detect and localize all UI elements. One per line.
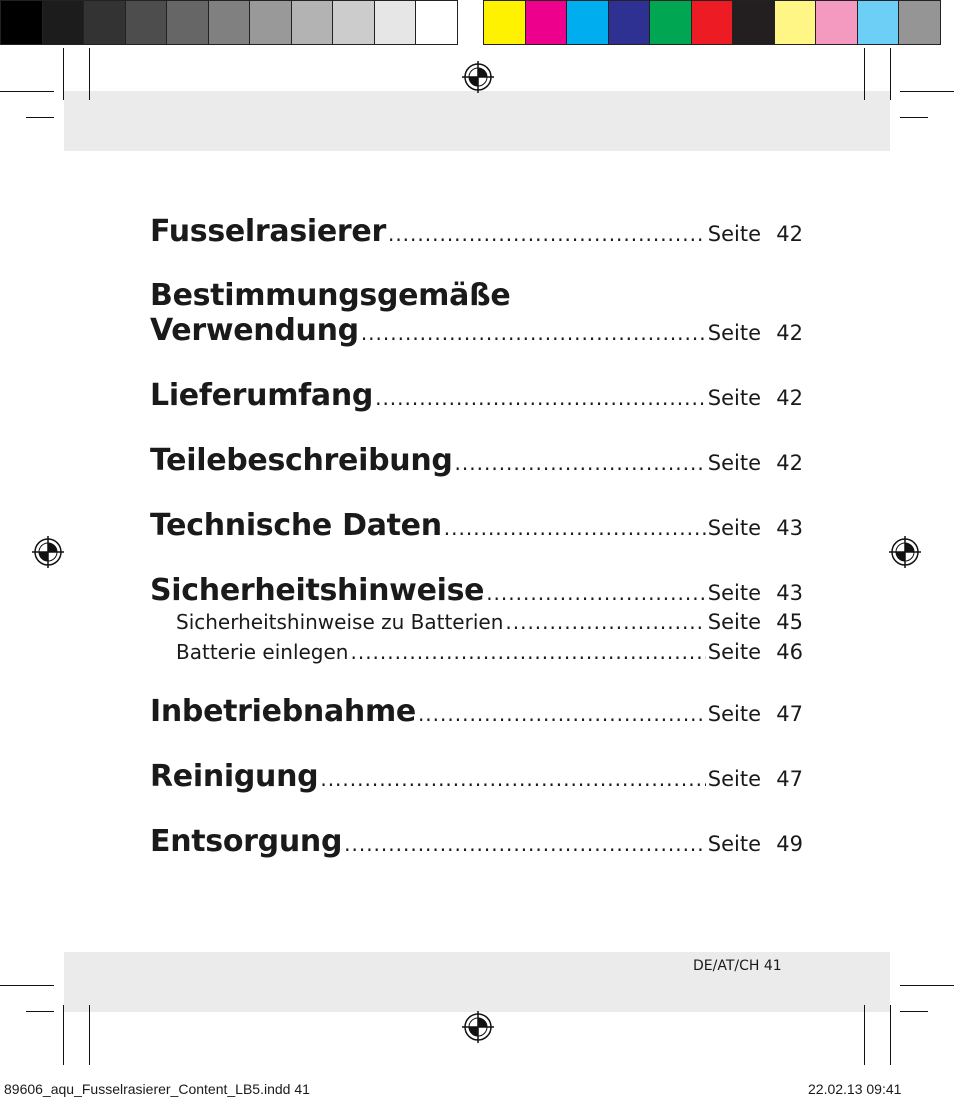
- toc-entry-sicherheitshinweise[interactable]: [150, 573, 803, 664]
- color-swatch: [208, 0, 251, 45]
- leader-dots: [455, 451, 706, 475]
- toc-entry-reinigung[interactable]: [150, 759, 803, 794]
- color-swatch: [525, 0, 568, 45]
- color-swatch: [649, 0, 692, 45]
- toc-entry-inbetriebnahme[interactable]: [150, 694, 803, 729]
- toc-entry-title: Inbetriebnahme: [150, 694, 416, 729]
- color-swatch: [483, 0, 526, 45]
- crop-mark: [0, 985, 54, 986]
- page-number: 49: [776, 832, 803, 856]
- seite-label: Seite: [707, 767, 761, 791]
- toc-entry-title-line1: Bestimmungsgemäße: [150, 278, 511, 313]
- seite-label: Seite: [707, 832, 761, 856]
- crop-mark: [0, 91, 54, 92]
- seite-label: Seite: [707, 321, 761, 345]
- color-swatch: [898, 0, 941, 45]
- color-swatch: [608, 0, 651, 45]
- leader-dots: [444, 516, 706, 540]
- leader-dots: [361, 321, 706, 345]
- crop-mark: [900, 985, 954, 986]
- registration-mark-icon: [462, 1011, 494, 1043]
- toc-subentry-title: Batterie einlegen: [176, 640, 349, 664]
- crop-mark: [890, 48, 891, 100]
- seite-label: Seite: [707, 610, 761, 634]
- crop-mark: [900, 91, 954, 92]
- registration-mark-icon: [32, 536, 64, 568]
- leader-dots: [344, 832, 706, 856]
- seite-label: Seite: [707, 222, 761, 246]
- crop-mark: [890, 1005, 891, 1065]
- crop-mark: [900, 117, 928, 118]
- toc-subentry-batterie-einlegen[interactable]: [150, 640, 803, 664]
- page-number: 42: [776, 386, 803, 410]
- toc-entry-title: Fusselrasierer: [150, 214, 386, 249]
- color-swatch: [815, 0, 858, 45]
- page-number: 45: [776, 610, 803, 634]
- toc-entry-title: Entsorgung: [150, 824, 343, 859]
- leader-dots: [320, 767, 705, 791]
- toc-entry-title: Technische Daten: [150, 508, 442, 543]
- toc-entry-fusselrasierer[interactable]: [150, 214, 803, 249]
- crop-mark: [900, 1011, 928, 1012]
- page-number: 42: [776, 222, 803, 246]
- toc-entry-technische-daten[interactable]: [150, 508, 803, 543]
- leader-dots: [350, 640, 705, 664]
- leader-dots: [418, 702, 706, 726]
- toc-entry-title: Lieferumfang: [150, 378, 374, 413]
- leader-dots: [486, 581, 706, 605]
- process-color-bar: [483, 0, 940, 47]
- color-swatch: [732, 0, 775, 45]
- crop-mark: [89, 1005, 90, 1065]
- crop-mark: [26, 117, 54, 118]
- color-swatch: [125, 0, 168, 45]
- page-number: 46: [776, 640, 803, 664]
- page-number: 43: [776, 516, 803, 540]
- toc-entry-teilebeschreibung[interactable]: [150, 443, 803, 478]
- toc-entry-title: Teilebeschreibung: [150, 443, 453, 478]
- crop-mark: [63, 48, 64, 100]
- color-swatch: [566, 0, 609, 45]
- crop-mark: [864, 1005, 865, 1065]
- color-swatch: [166, 0, 209, 45]
- header-band: [64, 91, 890, 151]
- slug-file-name: 89606_aqu_Fusselrasierer_Content_LB5.indd 41: [4, 1081, 310, 1097]
- toc-entry-entsorgung[interactable]: [150, 824, 803, 859]
- color-swatch: [291, 0, 334, 45]
- registration-mark-icon: [462, 61, 494, 93]
- toc-entry-title: Reinigung: [150, 759, 319, 794]
- page-number: 42: [776, 451, 803, 475]
- toc-entry-bestimmungsgemaesse-verwendung[interactable]: [150, 279, 803, 348]
- seite-label: Seite: [707, 516, 761, 540]
- grayscale-color-bar: [0, 0, 457, 47]
- toc-entry-title: Verwendung: [150, 313, 359, 348]
- seite-label: Seite: [707, 702, 761, 726]
- crop-mark: [89, 48, 90, 100]
- toc-subentry-batterien[interactable]: [150, 610, 803, 634]
- page-number: 47: [776, 767, 803, 791]
- footer-page-label: DE/AT/CH 41: [693, 958, 782, 974]
- leader-dots: [375, 386, 706, 410]
- page-number: 43: [776, 581, 803, 605]
- crop-mark: [864, 48, 865, 100]
- crop-mark: [26, 1011, 54, 1012]
- seite-label: Seite: [707, 581, 761, 605]
- toc-subentry-title: Sicherheitshinweise zu Batterien: [176, 610, 504, 634]
- color-swatch: [374, 0, 417, 45]
- page-number: 47: [776, 702, 803, 726]
- color-swatch: [249, 0, 292, 45]
- leader-dots: [388, 222, 706, 246]
- seite-label: Seite: [707, 640, 761, 664]
- seite-label: Seite: [707, 451, 761, 475]
- color-swatch: [415, 0, 458, 45]
- page-number: 42: [776, 321, 803, 345]
- toc-entry-lieferumfang[interactable]: [150, 378, 803, 413]
- registration-mark-icon: [889, 536, 921, 568]
- crop-mark: [63, 1005, 64, 1065]
- table-of-contents: [150, 214, 803, 859]
- color-swatch: [0, 0, 43, 45]
- toc-entry-title: Sicherheitshinweise: [150, 573, 485, 608]
- color-swatch: [42, 0, 85, 45]
- slug-datetime: 22.02.13 09:41: [808, 1081, 902, 1097]
- seite-label: Seite: [707, 386, 761, 410]
- color-swatch: [857, 0, 900, 45]
- color-swatch: [332, 0, 375, 45]
- color-swatch: [691, 0, 734, 45]
- color-swatch: [83, 0, 126, 45]
- color-swatch: [774, 0, 817, 45]
- leader-dots: [505, 610, 705, 634]
